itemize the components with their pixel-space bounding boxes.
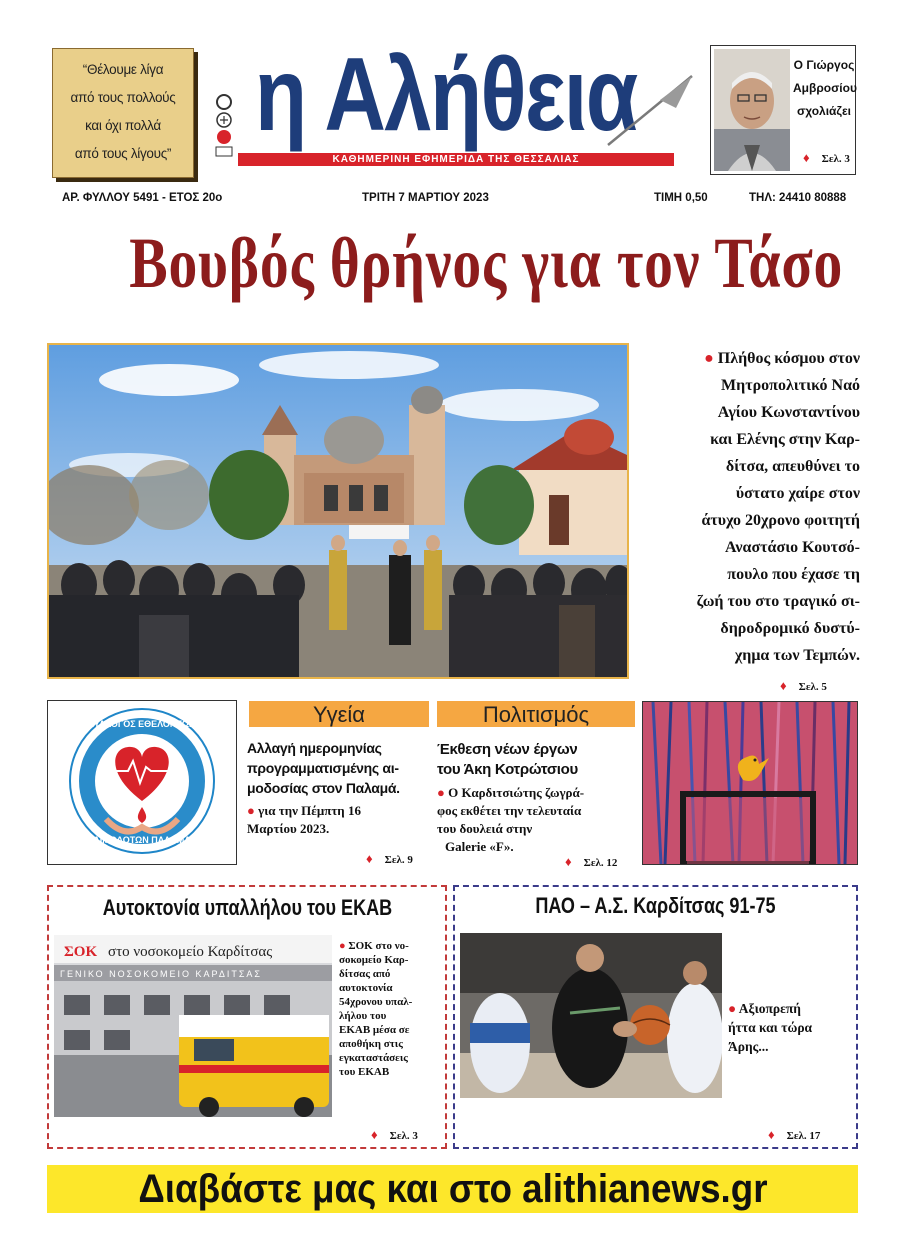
- article-body-line: ● για την Πέμπτη 16: [247, 803, 361, 818]
- story-line: Αναστάσιο Κουτσό-: [725, 539, 860, 556]
- story-line: ● Πλήθος κόσμου στον: [704, 350, 860, 367]
- story-line: δίτσα, απευθύνει το: [725, 458, 860, 475]
- article-title-line: μοδοσίας στον Παλαμά.: [247, 780, 400, 796]
- story-line: Αγίου Κωνσταντίνου: [717, 404, 860, 421]
- masthead-subtitle: ΚΑΘΗΜΕΡΙΝΗ ΕΦΗΜΕΡΙΔΑ ΤΗΣ ΘΕΣΣΑΛΙΑΣ: [332, 154, 580, 165]
- article-body-line: φος εκθέτει την τελευταία: [437, 803, 582, 818]
- basketball-photo: [460, 933, 722, 1098]
- motto-line: από τους λίγους”: [74, 146, 172, 161]
- section-culture-tab[interactable]: Πολιτισμός: [437, 701, 635, 727]
- diamond-icon: ♦: [803, 150, 810, 165]
- contact-phone: ΤΗΛ: 24410 80888: [749, 192, 847, 204]
- issue-number: ΑΡ. ΦΥΛΛΟΥ 5491 - ΕΤΟΣ 20ο: [62, 192, 223, 204]
- photo-caption: στο νοσοκομείο Καρδίτσας: [108, 944, 273, 960]
- blood-donors-logo: [47, 700, 237, 865]
- diamond-icon: ♦: [366, 851, 373, 866]
- hospital-photo: [54, 935, 332, 1117]
- article-body-line: του ΕΚΑΒ: [339, 1066, 390, 1078]
- diamond-icon: ♦: [371, 1127, 378, 1142]
- article-body-line: ΕΚΑΒ μέσα σε: [339, 1024, 410, 1036]
- culture-article[interactable]: [437, 740, 635, 856]
- pao-title: ΠΑΟ – Α.Σ. Καρδίτσας 91-75: [535, 893, 776, 918]
- commentary-box[interactable]: [710, 45, 856, 175]
- article-body-line: ● ΣΟΚ στο νο-: [339, 940, 409, 952]
- issue-price: ΤΙΜΗ 0,50: [654, 192, 708, 204]
- diamond-icon: ♦: [565, 854, 572, 869]
- ekav-body: [339, 939, 443, 1079]
- story-line: ζωή του στο τραγικό σι-: [696, 593, 860, 610]
- main-story-photo[interactable]: [47, 343, 629, 679]
- main-story-page-ref: ♦ Σελ. 5: [780, 678, 827, 693]
- article-title-line: Αλλαγή ημερομηνίας: [247, 740, 382, 756]
- story-line: πουλο που έχασε τη: [727, 566, 860, 583]
- headline-text: Βουβός θρήνος για τον Τάσο: [129, 223, 844, 303]
- website-banner-text: Διαβάστε μας και στο alithianews.gr: [137, 1167, 768, 1211]
- commentary-line: σχολιάζει: [797, 104, 851, 118]
- hospital-sign: ΓΕΝΙΚΟ ΝΟΣΟΚΟΜΕΙΟ ΚΑΡΔΙΤΣΑΣ: [60, 969, 262, 979]
- commentary-label: [793, 54, 855, 123]
- section-health-tab[interactable]: Υγεία: [249, 701, 429, 727]
- culture-page-ref: ♦ Σελ. 12: [565, 854, 618, 869]
- health-page-ref: ♦ Σελ. 9: [366, 851, 413, 866]
- pao-article-box[interactable]: [453, 885, 858, 1149]
- commentary-line: Ο Γιώργος: [793, 58, 855, 72]
- pao-body: [728, 999, 858, 1056]
- bullet-icon: ●: [437, 785, 449, 800]
- masthead-subtitle-bar: [238, 153, 674, 166]
- article-body-line: δίτσας από: [339, 968, 391, 980]
- article-title-line: Έκθεση νέων έργων: [437, 741, 578, 758]
- story-line: χημα των Τεμπών.: [734, 647, 860, 664]
- article-body-line: ● Ο Καρδιτσιώτης ζωγρά-: [437, 785, 585, 800]
- article-body-line: Μαρτίου 2023.: [247, 821, 330, 836]
- story-line: ύστατο χαίρε στον: [735, 485, 860, 502]
- sponsor-logos-icon: [213, 92, 235, 158]
- article-body-line: Άρης...: [728, 1039, 769, 1054]
- logo-text-bottom: ΑΙΜΟΔΟΤΩΝ ΠΑΛΑΜΑ: [93, 835, 191, 845]
- bullet-icon: ●: [247, 803, 259, 818]
- main-story-text: [650, 345, 860, 669]
- story-line: Μητροπολιτικό Ναό: [721, 377, 860, 394]
- painting-image[interactable]: [642, 701, 858, 865]
- logo-text-top: ΣΥΛΛΟΓΟΣ ΕΘΕΛΟΝΤΩΝ: [88, 719, 196, 729]
- article-body-line: σοκομείο Καρ-: [339, 954, 409, 966]
- article-body-line: αποθήκη στις: [339, 1038, 403, 1050]
- story-line: άτυχο 20χρονο φοιτητή: [701, 512, 860, 529]
- pao-page-ref: ♦ Σελ. 17: [768, 1127, 821, 1142]
- health-article[interactable]: [247, 738, 433, 838]
- commentary-line: Αμβροσίου: [793, 81, 857, 95]
- bullet-icon: ●: [339, 940, 349, 952]
- diamond-icon: ♦: [780, 678, 787, 693]
- commentary-page-ref: [803, 150, 850, 166]
- article-body-line: ήττα και τώρα: [728, 1020, 813, 1035]
- ekav-page-ref: ♦ Σελ. 3: [371, 1127, 418, 1142]
- motto-line: από τους πολλούς: [70, 90, 176, 105]
- ekav-title: Αυτοκτονία υπαλλήλου του ΕΚΑΒ: [102, 895, 392, 920]
- article-title-line: προγραμματισμένης αι-: [247, 760, 399, 776]
- ekav-article-box[interactable]: [47, 885, 447, 1149]
- story-line: δηροδρομικό δυστύ-: [720, 620, 860, 637]
- article-body-line: 54χρονου υπαλ-: [339, 996, 413, 1008]
- story-line: και Ελένης στην Καρ-: [710, 431, 860, 448]
- article-body-line: αυτοκτονία: [339, 982, 393, 994]
- motto-box: [52, 48, 194, 178]
- article-body-line: ● Αξιοπρεπή: [728, 1001, 801, 1016]
- article-title-line: του Άκη Κοτρώτσιου: [437, 761, 578, 778]
- article-body-line: λήλου του: [339, 1010, 387, 1022]
- commentator-photo: [714, 49, 790, 171]
- photo-caption-red: ΣΟΚ: [64, 944, 98, 960]
- diamond-icon: ♦: [768, 1127, 775, 1142]
- bullet-icon: ●: [704, 350, 718, 367]
- masthead-title: η Αλήθεια: [255, 37, 637, 153]
- motto-line: “Θέλουμε λίγα: [82, 62, 164, 77]
- page-number: Σελ. 3: [821, 153, 850, 165]
- website-banner[interactable]: [47, 1165, 858, 1213]
- issue-date: ΤΡΙΤΗ 7 ΜΑΡΤΙΟΥ 2023: [362, 192, 489, 204]
- bullet-icon: ●: [728, 1001, 739, 1016]
- article-body-line: εγκαταστάσεις: [339, 1052, 408, 1064]
- main-headline[interactable]: [40, 220, 866, 310]
- motto-line: και όχι πολλά: [85, 118, 161, 133]
- article-body-line: του δουλειά στην: [437, 821, 533, 836]
- article-body-line: Galerie «F».: [445, 839, 514, 854]
- quill-icon: [600, 70, 700, 150]
